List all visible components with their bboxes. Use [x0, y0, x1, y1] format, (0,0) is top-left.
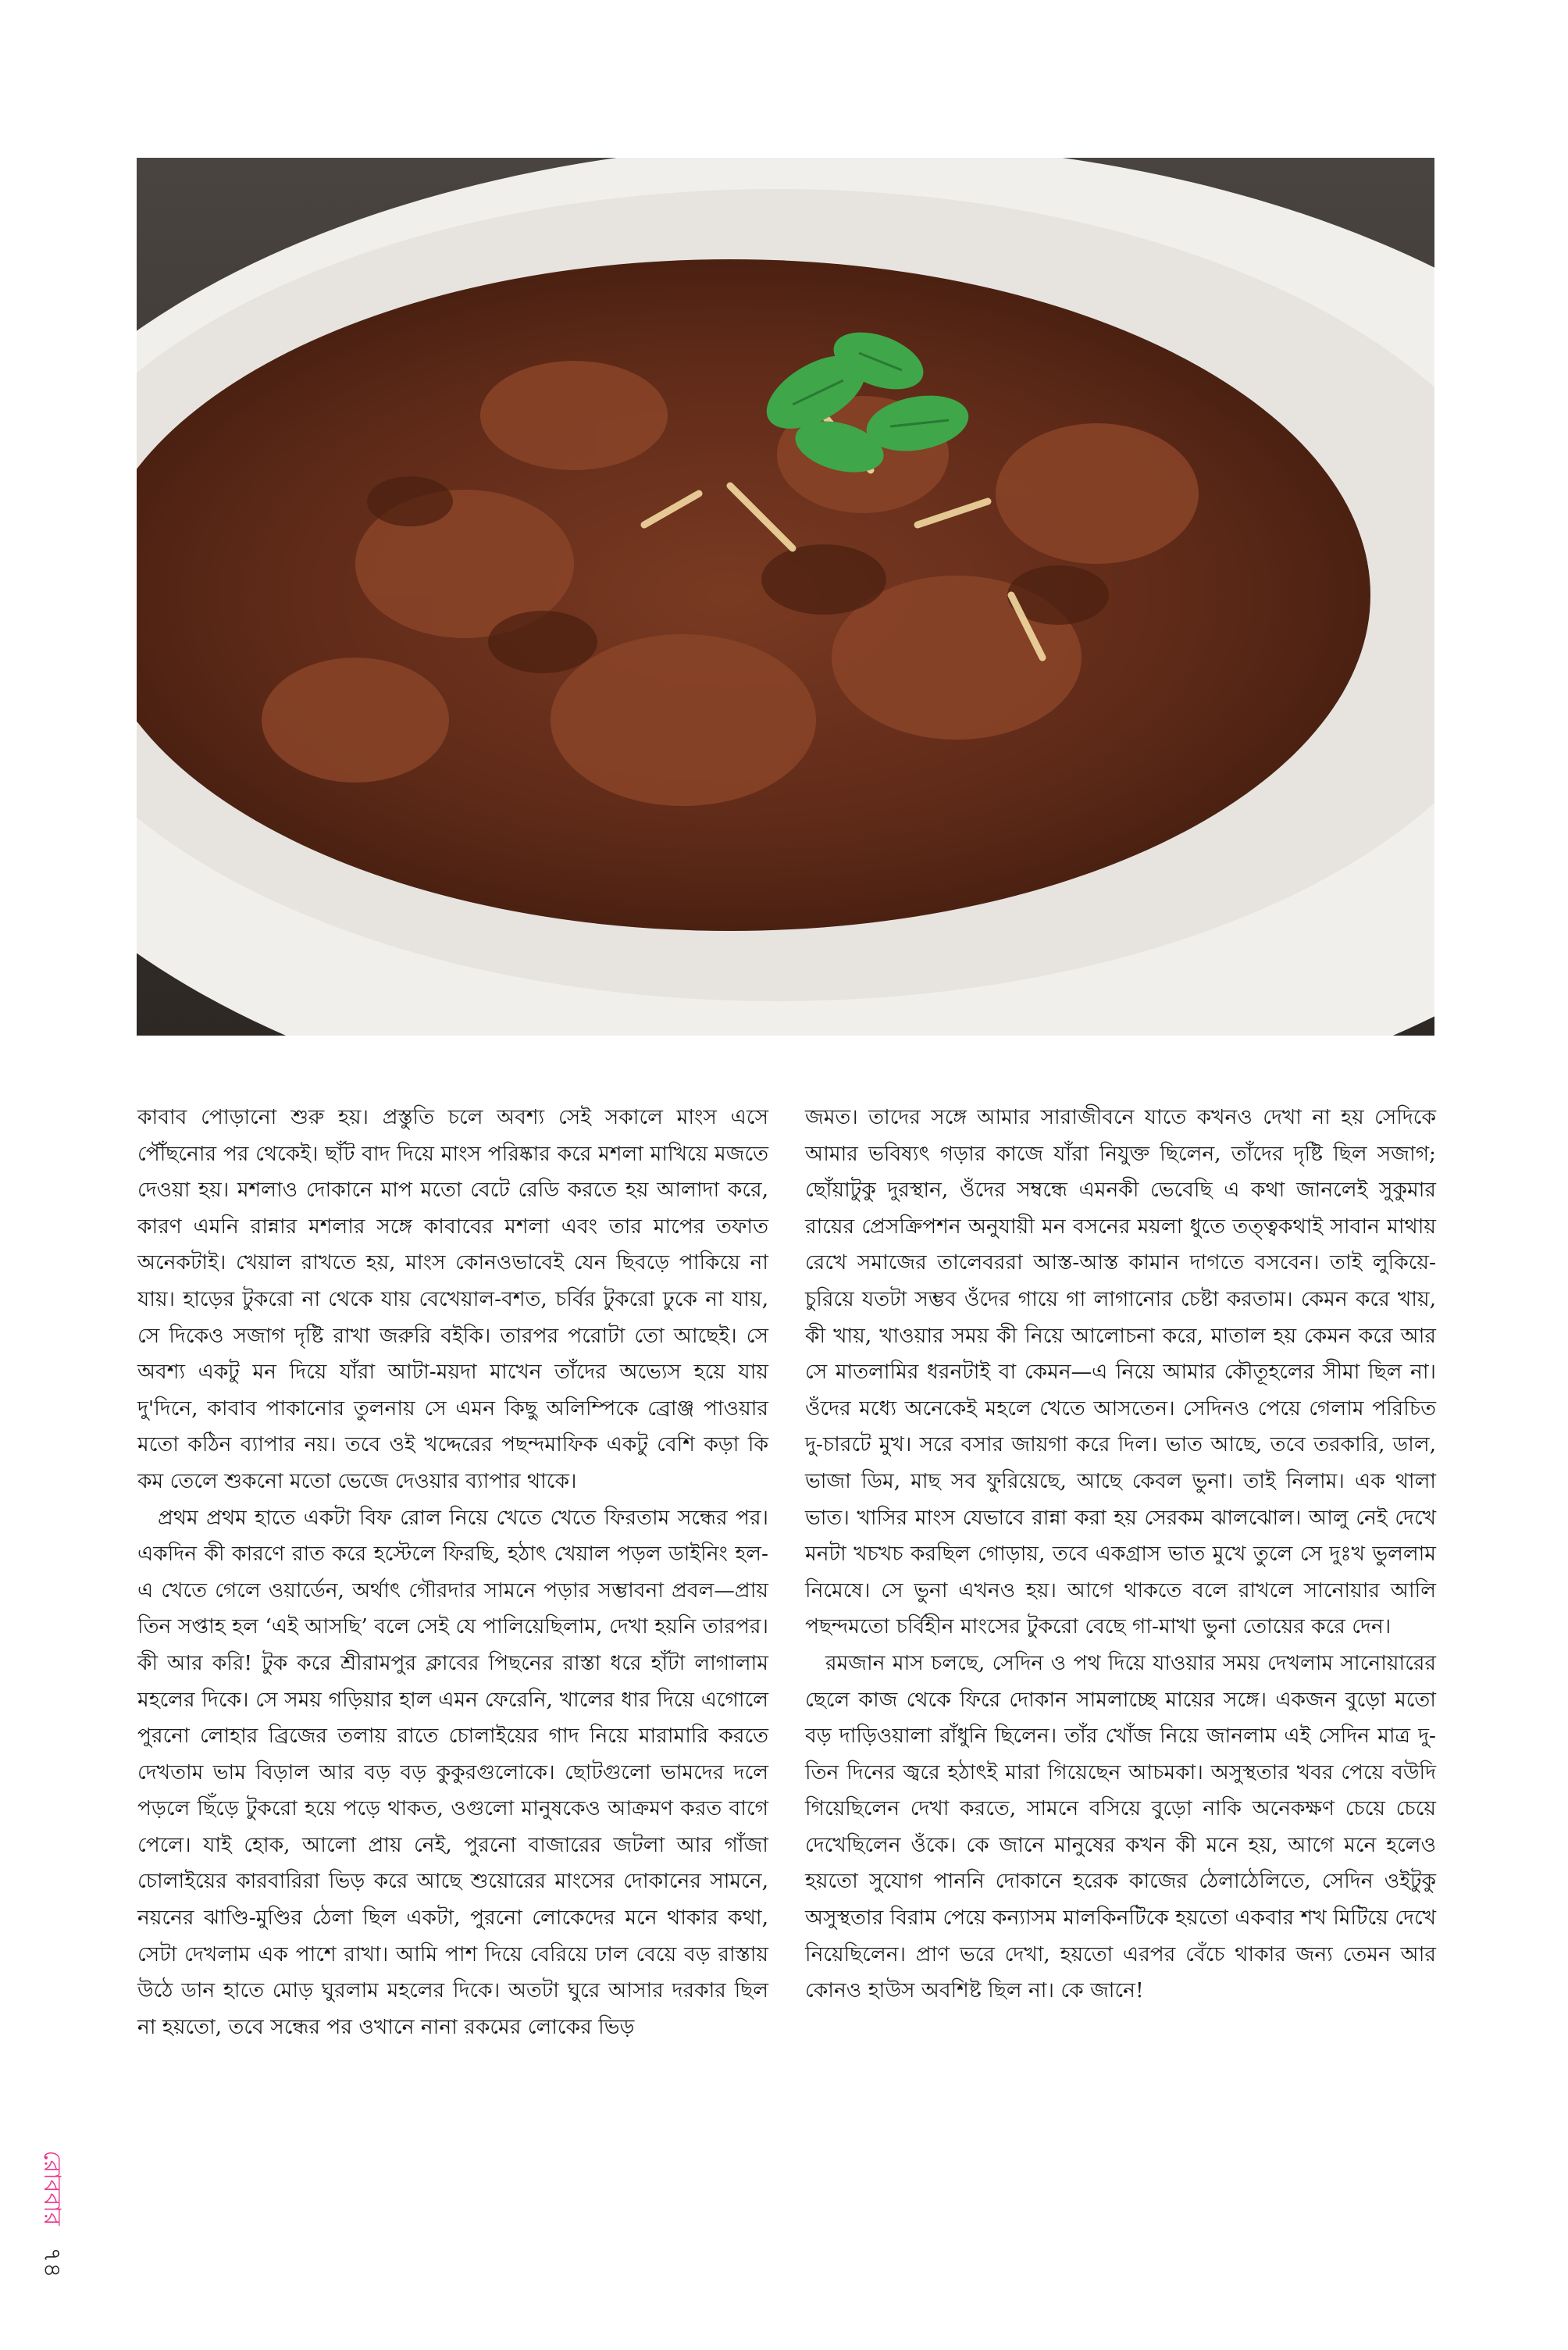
page-number: ৭৪ [38, 2247, 66, 2278]
article-paragraph: জমত। তাদের সঙ্গে আমার সারাজীবনে যাতে কখনও দেখা না হয় সেদিকে আমার ভবিষ্যৎ গড়ার কাজে যাঁরা নিযুক্ত ছিলেন, তাঁদের দৃষ্টি ছিল সজাগ; ছোঁয়াটুকু দুরস্থান, ওঁদের সম্বন্ধে এমনকী ভেবেছি এ কথা জানলেই সুকুমার রায়ের প্রেসক্রিপশন অনুযায়ী মন বসনের ময়লা ধুতে তত্ত্বকথাই সাবান মাথায় রেখে সমাজের তালেবররা আস্ত-আস্ত কামান দাগতে বসবেন। তাই লুকিয়ে-চুরিয়ে যতটা সম্ভব ওঁদের গায়ে গা লাগানোর চেষ্টা করতাম। কেমন করে খায়, কী খায়, খাওয়ার সময় কী নিয়ে আলোচনা করে, মাতাল হয় কেমন করে আর সে মাতলামির ধরনটাই বা কেমন—এ নিয়ে আমার কৌতূহলের সীমা ছিল না। ওঁদের মধ্যে অনেকেই মহলে খেতে আসতেন। সেদিনও পেয়ে গেলাম পরিচিত দু-চারটে মুখ। সরে বসার জায়গা করে দিল। ভাত আছে, তবে তরকারি, ডাল, ভাজা ডিম, মাছ সব ফুরিয়েছে, আছে কেবল ভুনা। তাই নিলাম। এক থালা ভাত। খাসির মাংস যেভাবে রান্না করা হয় সেরকম ঝালঝোল। আলু নেই দেখে মনটা খচখচ করছিল গোড়ায়, তবে একগ্রাস ভাত মুখে তুলে সে দুঃখ ভুললাম নিমেষে। সে ভুনা এখনও হয়। আগে থাকতে বলে রাখলে সানোয়ার আলি পছন্দমতো চর্বিহীন মাংসের টুকরো বেছে গা-মাখা ভুনা তোয়ের করে দেন। [805, 1105, 1436, 1639]
article-left-column [137, 1100, 768, 2045]
magazine-name: রোববার [38, 2150, 66, 2226]
article-right-column [805, 1100, 1436, 2009]
page-footer [28, 2085, 75, 2343]
article-paragraph: প্রথম প্রথম হাতে একটা বিফ রোল নিয়ে খেতে খেতে ফিরতাম সন্ধের পর। একদিন কী কারণে রাত করে হস্টেলে ফিরছি, হঠাৎ খেয়াল পড়ল ডাইনিং হল-এ খেতে গেলে ওয়ার্ডেন, অর্থাৎ গৌরদার সামনে পড়ার সম্ভাবনা প্রবল—প্রায় তিন সপ্তাহ হল ‘এই আসছি’ বলে সেই যে পালিয়েছিলাম, দেখা হয়নি তারপর। কী আর করি! টুক করে শ্রীরামপুর ক্লাবের পিছনের রাস্তা ধরে হাঁটা লাগালাম মহলের দিকে। সে সময় গড়িয়ার হাল এমন ফেরেনি, খালের ধার দিয়ে এগোলে পুরনো লোহার ব্রিজের তলায় রাতে চোলাইয়ের গাদ নিয়ে মারামারি করতে দেখতাম ভাম বিড়াল আর বড় বড় কুকুরগুলোকে। ছোটগুলো ভামদের দলে পড়লে ছিঁড়ে টুকরো হয়ে পড়ে থাকত, ওগুলো মানুষকেও আক্রমণ করত বাগে পেলে। যাই হোক, আলো প্রায় নেই, পুরনো বাজারের জটলা আর গাঁজা চোলাইয়ের কারবারিরা ভিড় করে আছে শুয়োরের মাংসের দোকানের সামনে, নয়নের ঝাণ্ডি-মুণ্ডির ঠেলা ছিল একটা, পুরনো লোকেদের মনে থাকার কথা, সেটা দেখলাম এক পাশে রাখা। আমি পাশ দিয়ে বেরিয়ে ঢাল বেয়ে বড় রাস্তায় উঠে ডান হাতে মোড় ঘুরলাম মহলের দিকে। অতটা ঘুরে আসার দরকার ছিল না হয়তো, তবে সন্ধের পর ওখানে নানা রকমের লোকের ভিড় [137, 1505, 768, 2039]
meat-curry-photo [137, 158, 1434, 1036]
article-paragraph: কাবাব পোড়ানো শুরু হয়। প্রস্তুতি চলে অবশ্য সেই সকালে মাংস এসে পৌঁছনোর পর থেকেই। ছাঁট বাদ দিয়ে মাংস পরিষ্কার করে মশলা মাখিয়ে মজতে দেওয়া হয়। মশলাও দোকানে মাপ মতো বেটে রেডি করতে হয় আলাদা করে, কারণ এমনি রান্নার মশলার সঙ্গে কাবাবের মশলা এবং তার মাপের তফাত অনেকটাই। খেয়াল রাখতে হয়, মাংস কোনওভাবেই যেন ছিবড়ে পাকিয়ে না যায়। হাড়ের টুকরো না থেকে যায় বেখেয়াল-বশত, চর্বির টুকরো ঢুকে না যায়, সে দিকেও সজাগ দৃষ্টি রাখা জরুরি বইকি। তারপর পরোটা তো আছেই। সে অবশ্য একটু মন দিয়ে যাঁরা আটা-ময়দা মাখেন তাঁদের অভ্যেস হয়ে যায় দু'দিনে, কাবাব পাকানোর তুলনায় সে এমন কিছু অলিম্পিকে ব্রোঞ্জ পাওয়ার মতো কঠিন ব্যাপার নয়। তবে ওই খদ্দেরের পছন্দমাফিক একটু বেশি কড়া কি কম তেলে শুকনো মতো ভেজে দেওয়ার ব্যাপার থাকে। [137, 1105, 768, 1493]
meat-curry-icon [137, 158, 1434, 1036]
article-paragraph: রমজান মাস চলছে, সেদিন ও পথ দিয়ে যাওয়ার সময় দেখলাম সানোয়ারের ছেলে কাজ থেকে ফিরে দোকান সামলাচ্ছে মায়ের সঙ্গে। একজন বুড়ো মতো বড় দাড়িওয়ালা রাঁধুনি ছিলেন। তাঁর খোঁজ নিয়ে জানলাম এই সেদিন মাত্র দু-তিন দিনের জ্বরে হঠাৎই মারা গিয়েছেন আচমকা। অসুস্থতার খবর পেয়ে বউদি গিয়েছিলেন দেখা করতে, সামনে বসিয়ে বুড়ো নাকি অনেকক্ষণ চেয়ে চেয়ে দেখেছিলেন ওঁকে। কে জানে মানুষের কখন কী মনে হয়, আগে মনে হলেও হয়তো সুযোগ পাননি দোকানে হরেক কাজের ঠেলাঠেলিতে, সেদিন ওইটুকু অসুস্থতার বিরাম পেয়ে কন্যাসম মালকিনটিকে হয়তো একবার শখ মিটিয়ে দেখে নিয়েছিলেন। প্রাণ ভরে দেখা, হয়তো এরপর বেঁচে থাকার জন্য তেমন আর কোনও হাউস অবশিষ্ট ছিল না। কে জানে! [805, 1650, 1436, 2003]
